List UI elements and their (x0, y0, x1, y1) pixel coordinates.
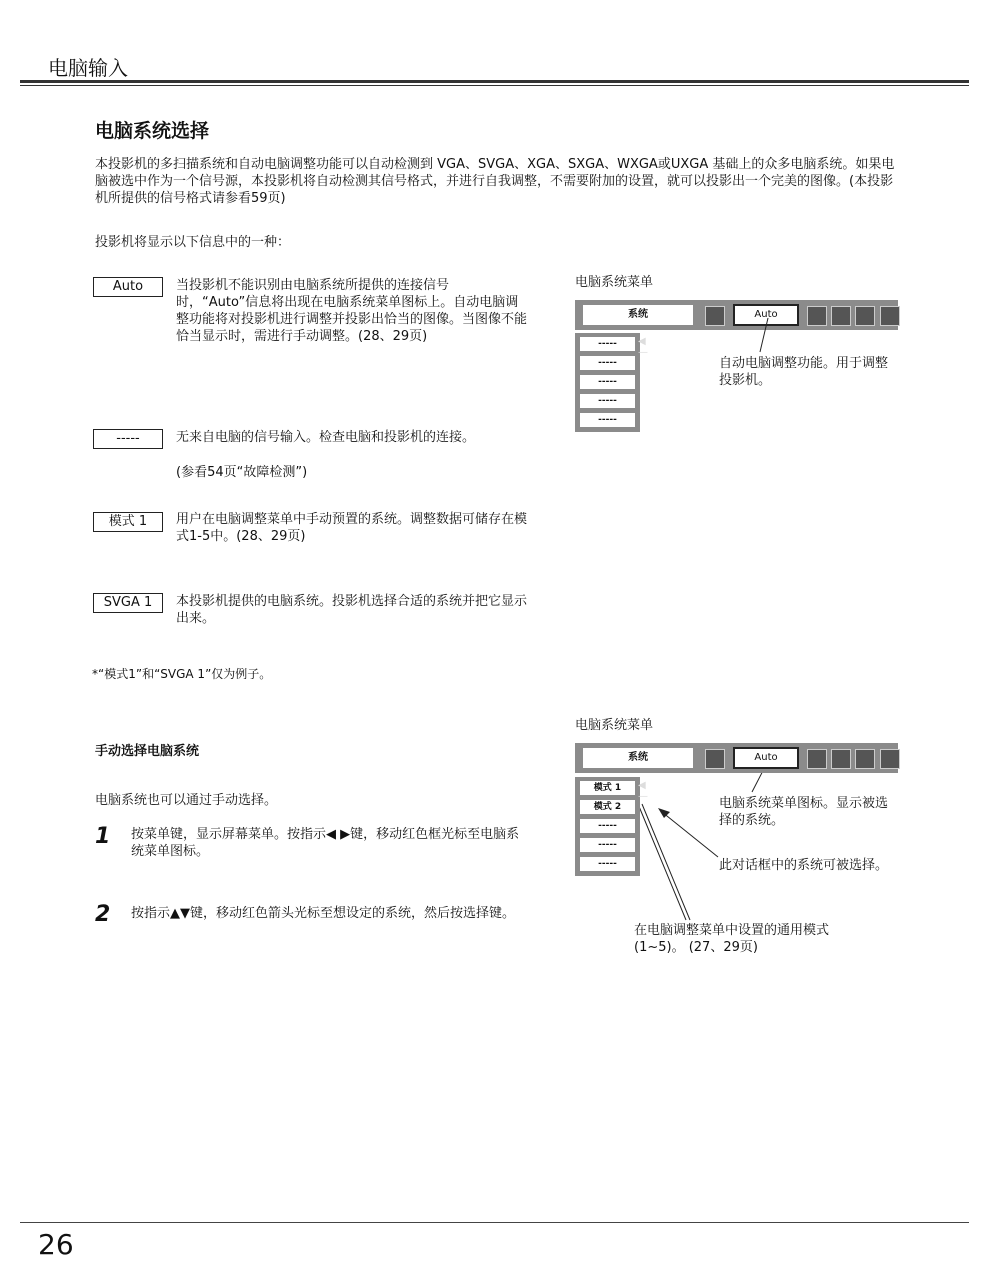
menu2-caption: 电脑系统菜单 (575, 718, 654, 733)
menu2-callout-icon: 电脑系统菜单图标。显示被选择的系统。 (719, 796, 889, 828)
menu1-item: ----- (580, 413, 635, 427)
menu2-system-label: 系统 (583, 748, 693, 768)
step-text: 按指示▲▼键，移动红色箭头光标至想设定的系统，然后按选择键。 (131, 906, 515, 921)
menu1-auto-box: Auto (733, 304, 799, 326)
menu2-item: ----- (580, 819, 635, 833)
menu2-callout-modes: 在电脑调整菜单中设置的通用模式(1~5)。 (27、29页) (634, 923, 830, 955)
menu2-item: 模式 1 (580, 781, 635, 795)
lead-text: 投影机将显示以下信息中的一种： (95, 235, 291, 250)
setting-icon (855, 749, 875, 769)
pointer-arrow-icon: ◀— (638, 336, 648, 358)
tag-none: ----- (93, 429, 163, 449)
step-number: 2 (95, 902, 111, 927)
menu2-list (575, 777, 648, 876)
image-adjust-icon (807, 749, 827, 769)
menu2-auto-box: Auto (733, 747, 799, 769)
item-desc: 无来自电脑的信号输入。检查电脑和投影机的连接。 (176, 430, 476, 445)
menu2-item: ----- (580, 857, 635, 871)
screen-icon (880, 749, 900, 769)
page-number: 26 (38, 1228, 74, 1261)
item-desc: 本投影机提供的电脑系统。投影机选择合适的系统并把它显示出来。 (176, 594, 528, 626)
menu1-item: ----- (580, 394, 635, 408)
section-title: 电脑系统选择 (95, 120, 210, 142)
manual-lead: 电脑系统也可以通过手动选择。 (95, 793, 278, 808)
menu1-caption: 电脑系统菜单 (575, 275, 654, 290)
menu2-bar (575, 743, 898, 773)
menu1-system-label: 系统 (583, 305, 693, 325)
item-desc: 用户在电脑调整菜单中手动预置的系统。调整数据可储存在模式1-5中。(28、29页) (176, 512, 528, 544)
menu1-item: ----- (580, 356, 635, 370)
menu1-item: ----- (580, 375, 635, 389)
step-text: 按菜单键，显示屏幕菜单。按指示◀ ▶键，移动红色框光标至电脑系统菜单图标。 (131, 827, 520, 859)
footer-rule (20, 1222, 969, 1223)
tag-auto: Auto (93, 277, 163, 297)
menu1-item: ----- (580, 337, 635, 351)
menu2-item: 模式 2 (580, 800, 635, 814)
header-title: 电脑输入 (48, 56, 128, 80)
item-desc: 当投影机不能识别由电脑系统所提供的连接信号时，“Auto”信息将出现在电脑系统菜单图标上。自动电脑调整功能将对投影机进行调整并投影出恰当的图像。当图像不能恰当显示时，需进行手动调整。(28、29页) (176, 278, 528, 344)
color-icon (831, 749, 851, 769)
item-note: (参看54页“故障检测”) (176, 465, 308, 480)
menu1-callout: 自动电脑调整功能。用于调整投影机。 (719, 356, 889, 388)
footnote: *“模式1”和“SVGA 1”仅为例子。 (92, 667, 272, 681)
computer-icon (705, 749, 725, 769)
intro-text: 本投影机的多扫描系统和自动电脑调整功能可以自动检测到 VGA、SVGA、XGA、SXGA、WXGA或UXGA 基础上的众多电脑系统。如果电脑被选中作为一个信号源，本投影机将自动检测其信号格式，并进行自我调整，不需要附加的设置，就可以投影出一个完美的图像。(本投影机所提供的信号格式请参看59页) (95, 157, 895, 206)
tag-mode: 模式 1 (93, 512, 163, 532)
pointer-arrow-icon: ◀— (638, 780, 648, 802)
manual-title: 手动选择电脑系统 (95, 744, 200, 759)
tag-svga: SVGA 1 (93, 593, 163, 613)
menu2-item: ----- (580, 838, 635, 852)
step-number: 1 (95, 824, 111, 849)
menu2-callout-list: 此对话框中的系统可被选择。 (719, 858, 889, 873)
